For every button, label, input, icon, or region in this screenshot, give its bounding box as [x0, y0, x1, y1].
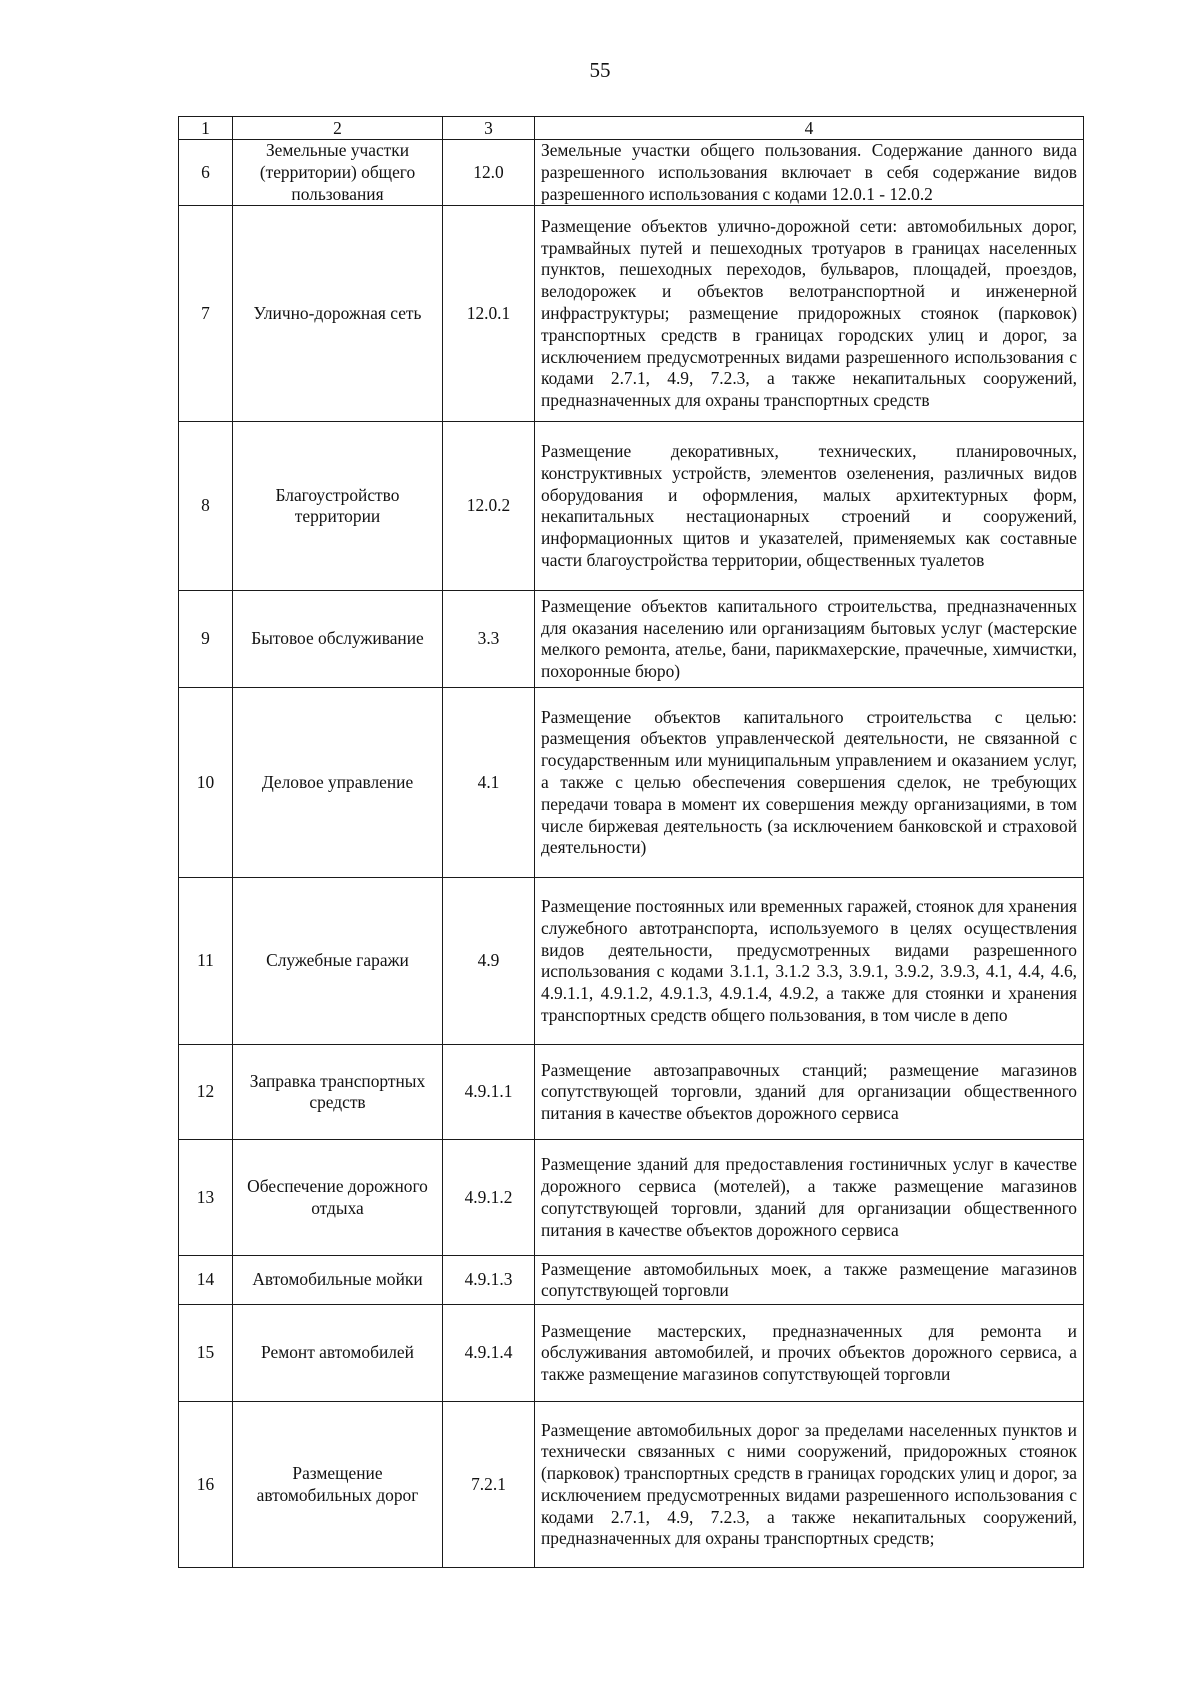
land-use-description: Земельные участки общего пользования. Содержание данного вида разрешенного использования включает в себя содержание видов разрешенного использования с кодами 12.0.1 - 12.0.2 — [535, 140, 1084, 206]
land-use-name: Автомобильные мойки — [233, 1256, 443, 1305]
land-use-code: 4.9 — [443, 878, 535, 1045]
row-number: 13 — [179, 1140, 233, 1256]
row-number: 6 — [179, 140, 233, 206]
table-row — [179, 1140, 1084, 1256]
page-number: 55 — [589, 58, 611, 82]
land-use-code: 12.0 — [443, 140, 535, 206]
row-number: 15 — [179, 1305, 233, 1402]
land-use-code: 4.9.1.2 — [443, 1140, 535, 1256]
table-row — [179, 878, 1084, 1045]
land-use-description: Размещение объектов улично-дорожной сети: автомобильных дорог, трамвайных путей и пешеходных тротуаров в границах населенных пунктов, пешеходных переходов, бульваров, площадей, проездов, велодорожек и объектов велотранспортной и инженерной инфраструктуры; размещение придорожных стоянок (парковок) транспортных средств в границах городских улиц и дорог, за исключением предусмотренных видами разрешенного использования с кодами 2.7.1, 4.9, 7.2.3, а также некапитальных сооружений, предназначенных для охраны транспортных средств — [535, 206, 1084, 422]
land-use-name: Обеспечение дорожного отдыха — [233, 1140, 443, 1256]
land-use-name: Размещение автомобильных дорог — [233, 1402, 443, 1568]
row-number: 16 — [179, 1402, 233, 1568]
row-number: 11 — [179, 878, 233, 1045]
land-use-code: 3.3 — [443, 591, 535, 688]
land-use-code: 12.0.1 — [443, 206, 535, 422]
column-number-1: 1 — [179, 117, 233, 140]
land-use-name: Заправка транспортных средств — [233, 1045, 443, 1140]
land-use-code: 7.2.1 — [443, 1402, 535, 1568]
land-use-name: Деловое управление — [233, 688, 443, 878]
land-use-code: 4.9.1.1 — [443, 1045, 535, 1140]
land-use-description: Размещение постоянных или временных гаражей, стоянок для хранения служебного автотранспорта, используемого в целях осуществления видов деятельности, предусмотренных видами разрешенного использования с кодами 3.1.1, 3.1.2 3.3, 3.9.1, 3.9.2, 3.9.3, 4.1, 4.4, 4.6, 4.9.1.1, 4.9.1.2, 4.9.1.3, 4.9.1.4, 4.9.2, а также для стоянки и хранения транспортных средств общего пользования, в том числе в депо — [535, 878, 1084, 1045]
land-use-code: 12.0.2 — [443, 422, 535, 591]
land-use-code: 4.9.1.3 — [443, 1256, 535, 1305]
row-number: 12 — [179, 1045, 233, 1140]
row-number: 10 — [179, 688, 233, 878]
table-row — [179, 1256, 1084, 1305]
land-use-code: 4.9.1.4 — [443, 1305, 535, 1402]
table-row — [179, 688, 1084, 878]
land-use-table — [178, 116, 1084, 1568]
column-number-2: 2 — [233, 117, 443, 140]
land-use-description: Размещение объектов капитального строительства с целью: размещения объектов управленческой деятельности, не связанной с государственным или муниципальным управлением и оказанием услуг, а также с целью обеспечения совершения сделок, не требующих передачи товара в момент их совершения между организациями, в том числе биржевая деятельность (за исключением банковской и страховой деятельности) — [535, 688, 1084, 878]
row-number: 14 — [179, 1256, 233, 1305]
table-row — [179, 1045, 1084, 1140]
land-use-description: Размещение объектов капитального строительства, предназначенных для оказания населению или организациям бытовых услуг (мастерские мелкого ремонта, ателье, бани, парикмахерские, прачечные, химчистки, похоронные бюро) — [535, 591, 1084, 688]
land-use-code: 4.1 — [443, 688, 535, 878]
table-row — [179, 1402, 1084, 1568]
land-use-name: Земельные участки (территории) общего пользования — [233, 140, 443, 206]
land-use-description: Размещение автомобильных дорог за пределами населенных пунктов и технически связанных с ними сооружений, придорожных стоянок (парковок) транспортных средств в границах городских улиц и дорог, за исключением предусмотренных видами разрешенного использования с кодами 2.7.1, 4.9, 7.2.3, а также некапитальных сооружений, предназначенных для охраны транспортных средств; — [535, 1402, 1084, 1568]
row-number: 9 — [179, 591, 233, 688]
column-number-3: 3 — [443, 117, 535, 140]
land-use-name: Ремонт автомобилей — [233, 1305, 443, 1402]
land-use-description: Размещение автозаправочных станций; размещение магазинов сопутствующей торговли, зданий для организации общественного питания в качестве объектов дорожного сервиса — [535, 1045, 1084, 1140]
land-use-name: Служебные гаражи — [233, 878, 443, 1045]
row-number: 7 — [179, 206, 233, 422]
table-row — [179, 422, 1084, 591]
table-row — [179, 1305, 1084, 1402]
table-row — [179, 206, 1084, 422]
column-number-4: 4 — [535, 117, 1084, 140]
land-use-name: Улично-дорожная сеть — [233, 206, 443, 422]
land-use-name: Бытовое обслуживание — [233, 591, 443, 688]
land-use-name: Благоустройство территории — [233, 422, 443, 591]
land-use-description: Размещение зданий для предоставления гостиничных услуг в качестве дорожного сервиса (мотелей), а также размещение магазинов сопутствующей торговли, зданий для организации общественного питания в качестве объектов дорожного сервиса — [535, 1140, 1084, 1256]
land-use-description: Размещение декоративных, технических, планировочных, конструктивных устройств, элементов озеленения, различных видов оборудования и оформления, малых архитектурных форм, некапитальных нестационарных строений и сооружений, информационных щитов и указателей, применяемых как составные части благоустройства территории, общественных туалетов — [535, 422, 1084, 591]
table-row — [179, 140, 1084, 206]
row-number: 8 — [179, 422, 233, 591]
land-use-description: Размещение автомобильных моек, а также размещение магазинов сопутствующей торговли — [535, 1256, 1084, 1305]
table-row — [179, 591, 1084, 688]
table-header-row — [179, 117, 1084, 140]
land-use-description: Размещение мастерских, предназначенных для ремонта и обслуживания автомобилей, и прочих объектов дорожного сервиса, а также размещение магазинов сопутствующей торговли — [535, 1305, 1084, 1402]
